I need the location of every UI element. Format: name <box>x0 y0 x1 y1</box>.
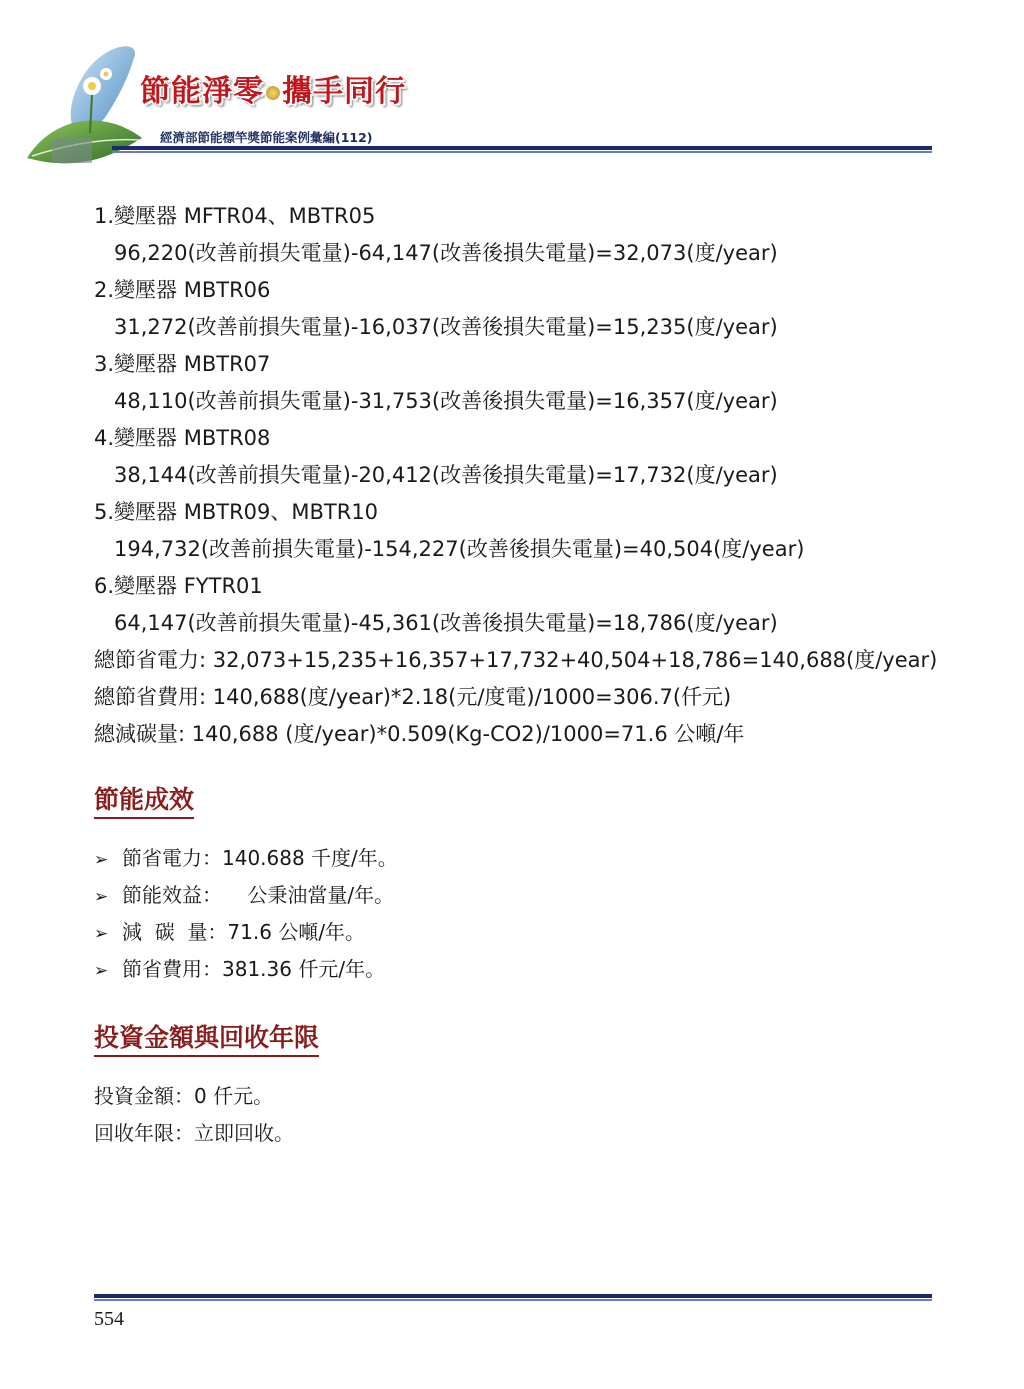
payback-period: 回收年限：立即回收。 <box>94 1121 294 1145</box>
calc-line: 96,220(改善前損失電量)-64,147(改善後損失電量)=32,073(度/year) <box>114 241 778 265</box>
arrow-bullet-icon: ➢ <box>94 850 109 870</box>
calc-line: 5.變壓器 MBTR09、MBTR10 <box>94 500 379 524</box>
footer-rule <box>94 1294 932 1298</box>
banner-subtitle: 經濟部節能標竿獎節能案例彙編(112) <box>160 130 373 145</box>
total-cost-line: 總節省費用: 140,688(度/year)*2.18(元/度電)/1000=306.7(仟元) <box>94 685 732 709</box>
calc-line: 4.變壓器 MBTR08 <box>94 426 271 450</box>
ornament-dot-icon <box>266 86 280 100</box>
effects-heading: 節能成效 <box>94 784 194 819</box>
effects-list <box>94 840 398 988</box>
list-item: ➢ 減 碳 量：71.6 公噸/年。 <box>94 914 398 951</box>
header-rule <box>112 146 932 150</box>
calc-line: 2.變壓器 MBTR06 <box>94 278 271 302</box>
calc-line: 1.變壓器 MFTR04、MBTR05 <box>94 204 376 228</box>
page-number: 554 <box>94 1308 124 1330</box>
calc-line: 6.變壓器 FYTR01 <box>94 574 263 598</box>
arrow-bullet-icon: ➢ <box>94 924 109 944</box>
footer-rule-thin <box>94 1299 932 1301</box>
calc-line: 31,272(改善前損失電量)-16,037(改善後損失電量)=15,235(度/year) <box>114 315 778 339</box>
calc-line: 194,732(改善前損失電量)-154,227(改善後損失電量)=40,504(度/year) <box>114 537 805 561</box>
calc-line: 38,144(改善前損失電量)-20,412(改善後損失電量)=17,732(度/year) <box>114 463 778 487</box>
calc-line: 3.變壓器 MBTR07 <box>94 352 271 376</box>
total-power-line: 總節省電力: 32,073+15,235+16,357+17,732+40,504+18,786=140,688(度/year) <box>94 648 938 672</box>
header-rule-thin <box>112 151 932 153</box>
list-item: ➢ 節省費用：381.36 仟元/年。 <box>94 951 398 988</box>
list-item: ➢ 節能效益： 公秉油當量/年。 <box>94 877 398 914</box>
calc-line: 64,147(改善前損失電量)-45,361(改善後損失電量)=18,786(度/year) <box>114 611 778 635</box>
arrow-bullet-icon: ➢ <box>94 887 109 907</box>
banner-title: 節能淨零 攜手同行 <box>140 74 406 109</box>
arrow-bullet-icon: ➢ <box>94 961 109 981</box>
taiwan-leaf-logo <box>22 38 172 183</box>
list-item: ➢ 節省電力：140.688 千度/年。 <box>94 840 398 877</box>
investment-block <box>94 1078 294 1152</box>
total-carbon-line: 總減碳量: 140,688 (度/year)*0.509(Kg-CO2)/1000=71.6 公噸/年 <box>94 722 745 746</box>
investment-amount: 投資金額：0 仟元。 <box>94 1084 274 1108</box>
investment-heading: 投資金額與回收年限 <box>94 1022 319 1057</box>
calc-line: 48,110(改善前損失電量)-31,753(改善後損失電量)=16,357(度/year) <box>114 389 778 413</box>
calculation-block <box>94 198 944 753</box>
